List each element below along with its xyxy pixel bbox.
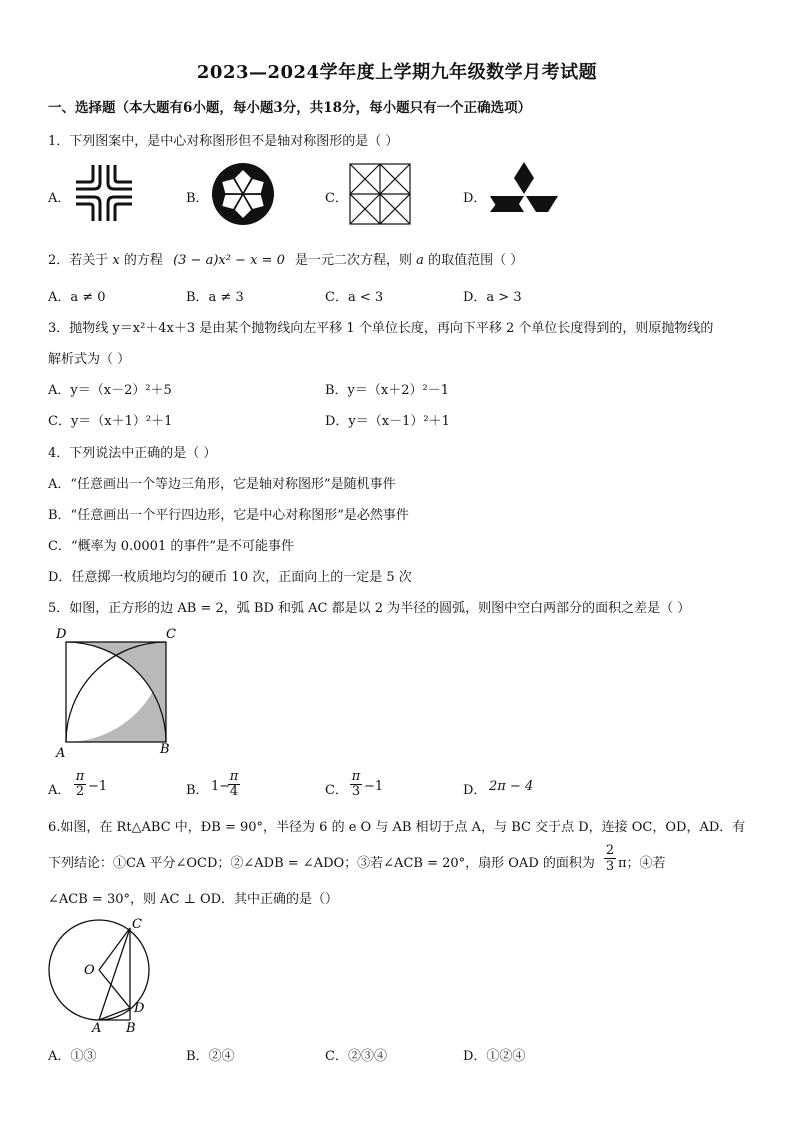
question-2-stem — [48, 249, 523, 268]
q3-option-c: C．y＝（x＋1）²＋1 — [48, 414, 173, 429]
q5-label-a: A — [56, 746, 66, 761]
q5-option-a-label: A． — [48, 783, 71, 798]
q6-line2-pre: 下列结论：①CA 平分∠OCD；②∠ADB = ∠ADO；③若∠ACB = 20°，扇形 OAD 的面积为 — [48, 856, 595, 871]
q5-square-figure — [52, 627, 182, 761]
q5-option-c-fraction — [350, 770, 362, 799]
q2-var-a: a — [416, 253, 424, 268]
q3-option-d: D．y＝（x－1）²＋1 — [325, 414, 450, 429]
q6-option-d: D．①②④ — [463, 1049, 526, 1064]
q4-option-b: B．“任意画出一个平行四边形，它是中心对称图形”是必然事件 — [48, 508, 409, 523]
q1-option-b-label: B． — [186, 191, 209, 206]
q5-label-b: B — [160, 742, 170, 757]
q5-b-numerator: π — [229, 769, 239, 784]
q5-c-numerator: π — [351, 769, 361, 784]
q5-option-b-label: B． — [186, 783, 209, 798]
section-heading: 一、选择题（本大题有6小题，每小题3分，共18分，每小题只有一个正确选项） — [48, 100, 532, 116]
q5-c-tail: −1 — [364, 779, 384, 794]
q5-option-d-label: D． — [463, 783, 487, 798]
q1-option-a-figure — [74, 163, 134, 223]
q5-b-pre: 1− — [211, 779, 231, 794]
question-3-line2: 解析式为（ ） — [48, 352, 131, 367]
q2-equation: (3 − a)x² − x = 0 — [173, 253, 285, 268]
q2-option-c: C．a < 3 — [325, 290, 384, 305]
q2-option-d: D．a > 3 — [463, 290, 522, 305]
q6-label-a: A — [92, 1021, 102, 1036]
q2-option-a: A．a ≠ 0 — [48, 290, 106, 305]
question-5-stem: 5．如图，正方形的边 AB = 2，弧 BD 和弧 AC 都是以 2 为半径的圆弧，则图中空白两部分的面积之差是（ ） — [48, 601, 691, 616]
page-title: 2023—2024学年度上学期九年级数学月考试题 — [196, 62, 598, 83]
q2-stem-end: 的取值范围（ ） — [428, 253, 524, 268]
q5-b-denominator: 4 — [229, 784, 239, 799]
q5-label-d: D — [56, 627, 67, 642]
question-6-line3: ∠ACB = 30°，则 AC ⊥ OD．其中正确的是（） — [48, 892, 339, 907]
q6-label-b: B — [126, 1021, 136, 1036]
q4-option-d: D．任意掷一枚质地均匀的硬币 10 次，正面向上的一定是 5 次 — [48, 570, 412, 585]
q2-stem-post: 是一元二次方程，则 — [295, 253, 413, 268]
q1-option-c-label: C． — [325, 191, 348, 206]
q5-label-c: C — [166, 627, 176, 642]
question-6-line2 — [48, 852, 595, 871]
q5-c-denominator: 3 — [351, 784, 361, 799]
question-3-line1: 3．抛物线 y＝x²＋4x＋3 是由某个抛物线向左平移 1 个单位长度，再向下平移 2 个单位长度得到的，则原抛物线的 — [48, 321, 714, 336]
q6-label-d: D — [134, 1001, 145, 1016]
q5-a-tail: −1 — [88, 779, 108, 794]
q5-option-b-fraction — [228, 770, 240, 799]
q6-fraction — [604, 843, 616, 874]
q4-option-c: C．“概率为 0.0001 的事件”是不可能事件 — [48, 539, 294, 554]
q6-circle-figure — [44, 914, 164, 1034]
q6-option-a: A．①③ — [48, 1049, 97, 1064]
q5-a-denominator: 2 — [75, 784, 85, 799]
q2-stem-mid: 的方程 — [123, 253, 163, 268]
q1-option-d-label: D． — [463, 191, 487, 206]
q6-option-c: C．②③④ — [325, 1049, 387, 1064]
q6-fraction-denominator: 3 — [605, 859, 615, 874]
q5-option-c-label: C． — [325, 783, 348, 798]
q1-option-a-label: A． — [48, 191, 71, 206]
q4-option-a: A．“任意画出一个等边三角形，它是轴对称图形”是随机事件 — [48, 477, 396, 492]
q6-fraction-numerator: 2 — [605, 843, 615, 858]
q3-option-b: B．y＝（x＋2）²－1 — [325, 383, 449, 398]
q2-stem-pre: 2．若关于 — [48, 253, 109, 268]
question-1-stem: 1．下列图案中，是中心对称图形但不是轴对称图形的是（ ） — [48, 134, 399, 149]
q5-option-a-fraction — [74, 770, 86, 799]
q6-label-c: C — [132, 917, 142, 932]
q5-option-d-text: 2π − 4 — [489, 779, 534, 794]
q5-option-a — [48, 779, 70, 798]
q1-option-b-figure — [211, 162, 275, 226]
question-4-stem: 4．下列说法中正确的是（ ） — [48, 446, 217, 461]
q1-option-c-figure — [349, 163, 411, 225]
q2-var-x: x — [112, 253, 120, 268]
q6-line2-post: π；④若 — [618, 856, 666, 871]
q2-option-b: B．a ≠ 3 — [186, 290, 244, 305]
q1-option-d-figure — [488, 160, 560, 226]
q6-label-o: O — [84, 963, 95, 978]
question-6-line1: 6.如图，在 Rt△ABC 中，ÐB = 90°，半径为 6 的 e O 与 AB 相切于点 A，与 BC 交于点 D，连接 OC，OD，AD．有 — [48, 820, 746, 835]
q3-option-a: A．y＝（x－2）²＋5 — [48, 383, 172, 398]
q5-a-numerator: π — [75, 769, 85, 784]
q6-option-b: B．②④ — [186, 1049, 235, 1064]
